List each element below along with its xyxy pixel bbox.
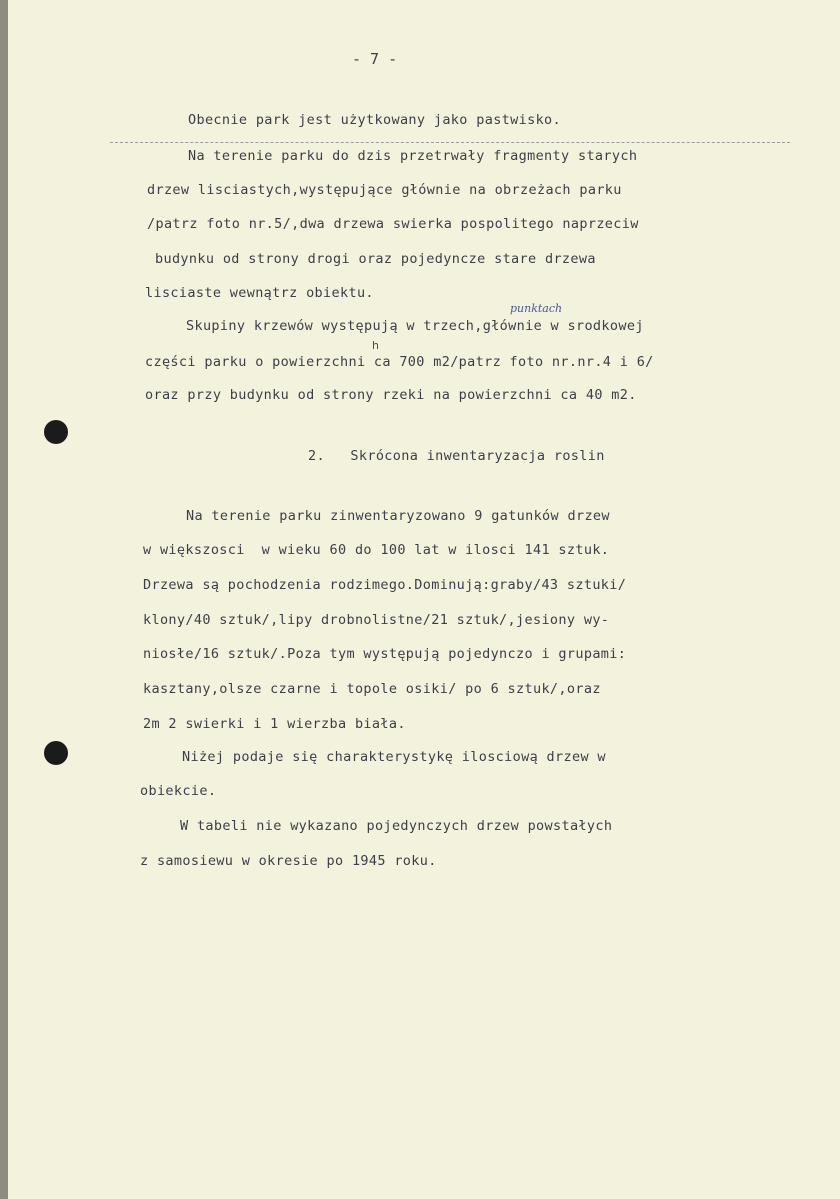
punch-hole <box>44 741 68 765</box>
text-line: w większosci w wieku 60 do 100 lat w ilosci 141 sztuk. <box>143 542 610 558</box>
text-line: części parku o powierzchni ca 700 m2/patrz foto nr.nr.4 i 6/ <box>145 354 654 370</box>
text-line: Skupiny krzewów występują w trzech,głównie w srodkowej <box>186 318 644 334</box>
text-line: oraz przy budynku od strony rzeki na powierzchni ca 40 m2. <box>145 387 637 403</box>
text-line: Niżej podaje się charakterystykę ilosciową drzew w <box>182 749 606 765</box>
punch-hole <box>44 420 68 444</box>
text-line: Na terenie parku do dzis przetrwały fragmenty starych <box>188 148 638 164</box>
text-line: W tabeli nie wykazano pojedynczych drzew powstałych <box>180 818 613 834</box>
text-line: obiekcie. <box>140 783 217 799</box>
text-line: kasztany,olsze czarne i topole osiki/ po 6 sztuk/,oraz <box>143 681 601 697</box>
scan-edge <box>0 0 8 1199</box>
text-line: niosłe/16 sztuk/.Poza tym występują pojedynczo i grupami: <box>143 646 627 662</box>
text-line: drzew lisciastych,występujące głównie na obrzeżach parku <box>147 182 622 198</box>
text-line: Na terenie parku zinwentaryzowano 9 gatunków drzew <box>186 508 610 524</box>
text-line: 2m 2 swierki i 1 wierzba biała. <box>143 716 406 732</box>
handwritten-insert: punktach <box>510 302 563 315</box>
typed-divider <box>110 142 790 143</box>
text-line: Drzewa są pochodzenia rodzimego.Dominują:graby/43 sztuki/ <box>143 577 627 593</box>
text-line: Obecnie park jest użytkowany jako pastwisko. <box>188 112 562 128</box>
text-line: lisciaste wewnątrz obiektu. <box>145 285 374 301</box>
text-line: klony/40 sztuk/,lipy drobnolistne/21 sztuk/,jesiony wy- <box>143 612 610 628</box>
page-number: - 7 - <box>352 50 398 68</box>
typed-correction: h <box>372 339 379 352</box>
text-line: budynku od strony drogi oraz pojedyncze stare drzewa <box>155 251 596 267</box>
text-line: /patrz foto nr.5/,dwa drzewa swierka pospolitego naprzeciw <box>147 216 639 232</box>
section-heading: 2. Skrócona inwentaryzacja roslin <box>308 448 605 464</box>
text-line: z samosiewu w okresie po 1945 roku. <box>140 853 437 869</box>
